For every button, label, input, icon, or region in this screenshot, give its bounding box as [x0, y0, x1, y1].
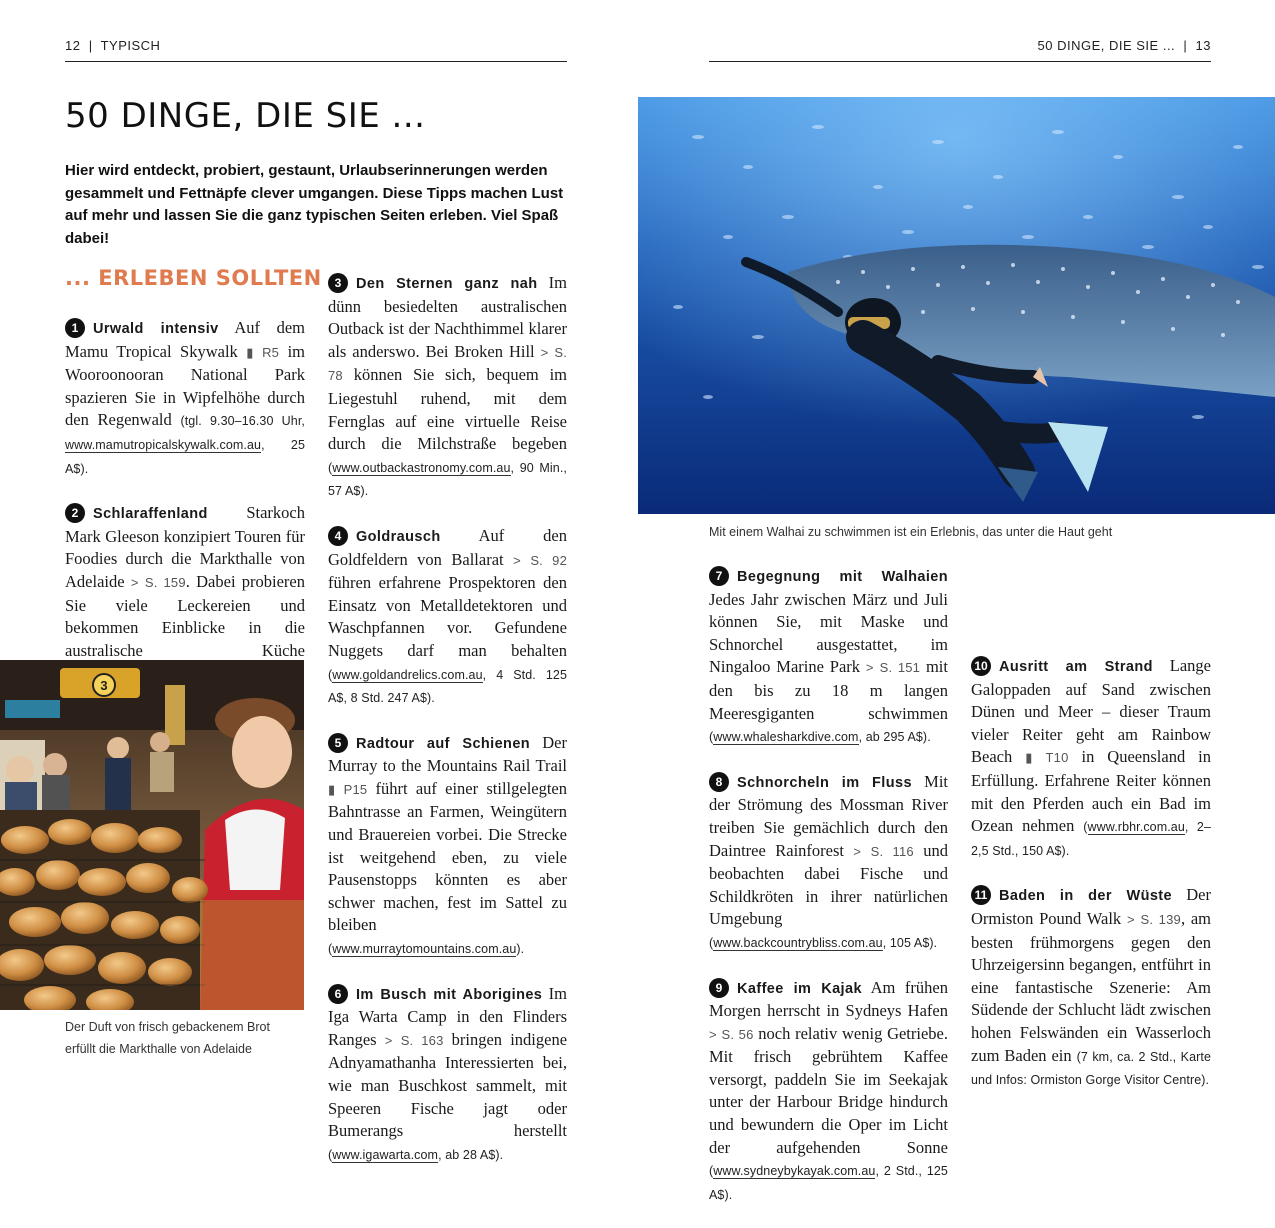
page-number-right: 13 [1195, 38, 1211, 53]
entry-text: können Sie sich, bequem im Liegestuhl ruhend, mit dem Fernglas auf eine virtuelle Reise durch die Milchstraße begeben [328, 365, 567, 454]
page-reference[interactable]: S. 151 [879, 660, 921, 676]
column-4 [971, 655, 1211, 1114]
market-photo-caption: Der Duft von frisch gebackenem Brot erfüllt die Markthalle von Adelaide [65, 1020, 270, 1056]
running-head-right [1038, 38, 1211, 53]
whaleshark-photo-image [638, 97, 1275, 514]
entry-text: Mit der Strömung des Mossman River treiben Sie gemächlich durch den Daintree Rainforest [709, 771, 949, 860]
entry-info: (7 km, ca. 2 Std., Karte und Infos: Ormiston Gorge Visitor Centre). [971, 1049, 1212, 1088]
entry [709, 565, 948, 749]
entry-website-link[interactable]: www.mamutropicalskywalk.com.au [65, 437, 262, 452]
entry-info: ( [328, 667, 333, 682]
page-ref-arrow-icon: > [540, 344, 549, 360]
entry-text: in Queensland in Erfüllung. Erfahrene Reiter können mit den Pferden auch ein Bad im Ozean nehmen [971, 747, 1212, 836]
entry-title: Den Sternen ganz nah [356, 276, 538, 292]
entry [971, 655, 1211, 862]
page-ref-arrow-icon: > [130, 574, 139, 590]
entry-text: Am frühen Morgen herrscht in Sydneys Hafen [709, 977, 948, 1021]
page-ref-arrow-icon: > [384, 1032, 393, 1048]
entry-website-link[interactable]: www.whalesharkdive.com [713, 730, 859, 745]
entry-title: Urwald intensiv [93, 321, 219, 337]
entry-text: mit den bis zu 18 m langen Meeresgiganten schwimmen [709, 657, 948, 723]
whaleshark-photo-caption: Mit einem Walhai zu schwimmen ist ein Erlebnis, das unter die Haut geht [709, 525, 1113, 539]
map-icon: ▮ [1025, 750, 1033, 766]
entry-number-badge: 3 [328, 273, 348, 293]
whaleshark-photo [638, 97, 1275, 514]
entry-info: ( [709, 730, 714, 745]
entry [328, 983, 567, 1167]
entry-number-badge: 2 [65, 503, 85, 523]
entry-info: , 90 Min., 57 A$). [328, 460, 567, 499]
entry-number-badge: 4 [328, 526, 348, 546]
map-reference[interactable]: R5 [262, 344, 280, 360]
entry-title: Begegnung mit Walhaien [737, 569, 948, 585]
entry-info: (tgl. 9.30–16.30 Uhr, [180, 414, 305, 429]
entry-title: Im Busch mit Aborigines [356, 986, 543, 1003]
entry [328, 732, 567, 961]
entry-text: und beobachten dabei Fische und Schildkröten in ihrer natürlichen Umgebung [709, 840, 949, 929]
entry [328, 525, 567, 710]
entry-info: ( [328, 1147, 333, 1162]
entry-text: Jedes Jahr zwischen März und Juli können Sie, mit Maske und Schnorchel ausgestattet, im Ningaloo Marine Park [709, 589, 948, 677]
map-icon: ▮ [246, 344, 254, 360]
entry [709, 771, 948, 955]
entry-number-badge: 9 [709, 978, 729, 998]
entry-text: Lange Galoppaden auf Sand zwischen Dünen und Meer – dieser Traum vieler Reiter geht am Rainbow Beach [971, 656, 1211, 767]
entry-website-link[interactable]: www.backcountrybliss.com.au [713, 935, 883, 950]
entry-website-link[interactable]: www.outbackastronomy.com.au [332, 460, 511, 475]
column-2 [328, 272, 567, 1188]
entry-website-link[interactable]: www.goldandrelics.com.au [332, 667, 483, 682]
running-title: 50 DINGE, DIE SIE ... [1037, 38, 1176, 53]
entry-number-badge: 7 [709, 566, 729, 586]
entry-text: noch relativ wenig Getriebe. Mit frisch gebrühtem Kaffee versorgt, paddeln Sie im Seekajak unter der Harbour Bridge hindurch und bewundern die Oper im Licht der aufgehenden Sonne [709, 1023, 948, 1157]
entry-info: , 2–2,5 Std., 150 A$). [971, 820, 1211, 858]
entry [65, 502, 305, 686]
entry-title: Schlaraffenland [93, 506, 208, 523]
page-ref-arrow-icon: > [853, 843, 862, 859]
entry-text: Im dünn besiedelten australischen Outback ist der Nachthimmel klarer als anderswo. Bei Broken Hill [328, 273, 567, 361]
header-rule-right [709, 61, 1211, 62]
entry-text: bringen indigene Adnyamathanha Interessierten bei, wie man Buschkost sammelt, mit Speeren Fische jagt oder Bumerangs herstellt [328, 1029, 568, 1141]
entry-info: ( [328, 460, 333, 475]
entry-number-badge: 8 [709, 772, 729, 792]
page-reference[interactable]: S. 78 [328, 344, 568, 384]
entry-number-badge: 10 [971, 656, 991, 676]
entry-website-link[interactable]: www.rbhr.com.au [1087, 820, 1185, 835]
page-reference[interactable]: S. 116 [870, 843, 914, 859]
entry-info: ( [709, 935, 714, 950]
page-title: 50 DINGE, DIE SIE ... [65, 96, 426, 136]
page-reference[interactable]: S. 92 [530, 552, 567, 568]
separator: | [1183, 38, 1188, 53]
page-reference[interactable]: S. 159 [144, 574, 186, 590]
entry-website-link[interactable]: www.igawarta.com [332, 1147, 439, 1162]
entry-number-badge: 6 [328, 984, 348, 1004]
column-1 [65, 317, 305, 708]
entry-text: Starkoch Mark Gleeson konzipiert Touren für Foodies durch die Markthalle von Adelaide [65, 503, 305, 591]
entry-info: , ab 28 A$). [438, 1147, 504, 1162]
header-rule-left [65, 61, 567, 62]
entry-info: ( [328, 942, 333, 957]
entry-info: , 25 A$). [65, 437, 305, 476]
entry-info: , 2 Std., 125 A$). [709, 1164, 948, 1202]
entry-text: . Dabei probieren Sie viele Leckereien und bekommen Einblicke in die australische Küche [65, 571, 305, 660]
entry-website-link[interactable]: www.murraytomountains.com.au [332, 942, 517, 957]
page-ref-arrow-icon: > [865, 660, 874, 676]
entry-title: Schnorcheln im Fluss [737, 774, 912, 791]
entry-title: Baden in der Wüste [999, 888, 1172, 905]
stall-number-label: 3 [100, 678, 108, 693]
entry-number-badge: 11 [971, 885, 991, 905]
intro-text: Hier wird entdeckt, probiert, gestaunt, Urlaubserinnerungen werden gesammelt und Fettnäpfe clever umgangen. Diese Tipps machen Lust auf mehr und lassen Sie die ganz typischen Seiten erleben. Viel Spaß dabei! [65, 162, 564, 247]
entry-title: Kaffee im Kajak [737, 980, 862, 997]
page-reference[interactable]: S. 163 [400, 1032, 444, 1048]
market-photo [0, 660, 304, 1010]
section-label: TYPISCH [100, 38, 161, 53]
map-reference[interactable]: P15 [343, 781, 368, 797]
entry [709, 977, 948, 1207]
entry [65, 317, 305, 480]
entry [328, 272, 567, 503]
entry-title: Radtour auf Schienen [356, 735, 531, 752]
page-reference[interactable]: S. 139 [1140, 911, 1181, 927]
entry-number-badge: 1 [65, 318, 85, 338]
entry-info: , ab 295 A$). [858, 730, 931, 745]
entry-info: , 4 Std. 125 A$, 8 Std. 247 A$). [328, 667, 567, 706]
running-head-left [65, 38, 160, 53]
entry-info: , 105 A$). [882, 935, 938, 950]
entry-title: Ausritt am Strand [999, 659, 1153, 675]
entry-number-badge: 5 [328, 733, 348, 753]
entry-text: Im Iga Warta Camp in den Flinders Ranges [328, 983, 567, 1049]
entry-text: Der Murray to the Mountains Rail Trail [328, 732, 567, 776]
map-reference[interactable]: T10 [1045, 750, 1069, 766]
map-icon: ▮ [328, 781, 336, 797]
page-reference[interactable]: S. 56 [721, 1026, 754, 1042]
page-number-left: 12 [65, 38, 81, 53]
separator: | [88, 38, 93, 53]
entry-text: führen erfahrene Prospektoren den Einsatz von Metalldetektoren und Waschpfannen vor. Gefundene Nuggets darf man behalten [328, 573, 567, 660]
entry-text: führt auf einer stillgelegten Bahntrasse an Farmen, Weingütern und Brauereien vorbei. Die Strecke ist weitgehend eben, zu viele Pausenstopps könnten es aber schwer machen, fest im Sattel zu bleiben [328, 778, 568, 935]
entry-text: Auf dem Mamu Tropical Skywalk [65, 318, 305, 361]
entry-info: ( [709, 1164, 714, 1179]
entry-text: im Wooroonooran National Park spazieren Sie in Wipfelhöhe durch den Regenwald [65, 341, 305, 430]
page-ref-arrow-icon: > [709, 1026, 717, 1042]
entry-info: ). [516, 942, 525, 957]
section-heading: ... ERLEBEN SOLLTEN [65, 266, 322, 290]
page-ref-arrow-icon: > [513, 552, 521, 568]
entry-text: Der Ormiston Pound Walk [971, 885, 1211, 928]
market-photo-image [0, 660, 304, 1010]
column-3 [709, 565, 948, 1228]
entry-info: ( [1083, 820, 1088, 835]
entry-title: Goldrausch [356, 528, 441, 545]
entry-text: Auf den Goldfeldern von Ballarat [328, 525, 567, 569]
page-ref-arrow-icon: > [1126, 911, 1135, 927]
entry-text: , am besten frühmorgens gegen den Uhrzeigersinn begangen, entführt in eine fantastische Szenerie: Am Südende der Schlucht lädt zwischen hohen Felswänden ein Wasserloch zum Baden ein [971, 908, 1212, 1065]
entry-website-link[interactable]: www.sydneybykayak.com.au [713, 1164, 876, 1179]
entry [971, 884, 1211, 1091]
